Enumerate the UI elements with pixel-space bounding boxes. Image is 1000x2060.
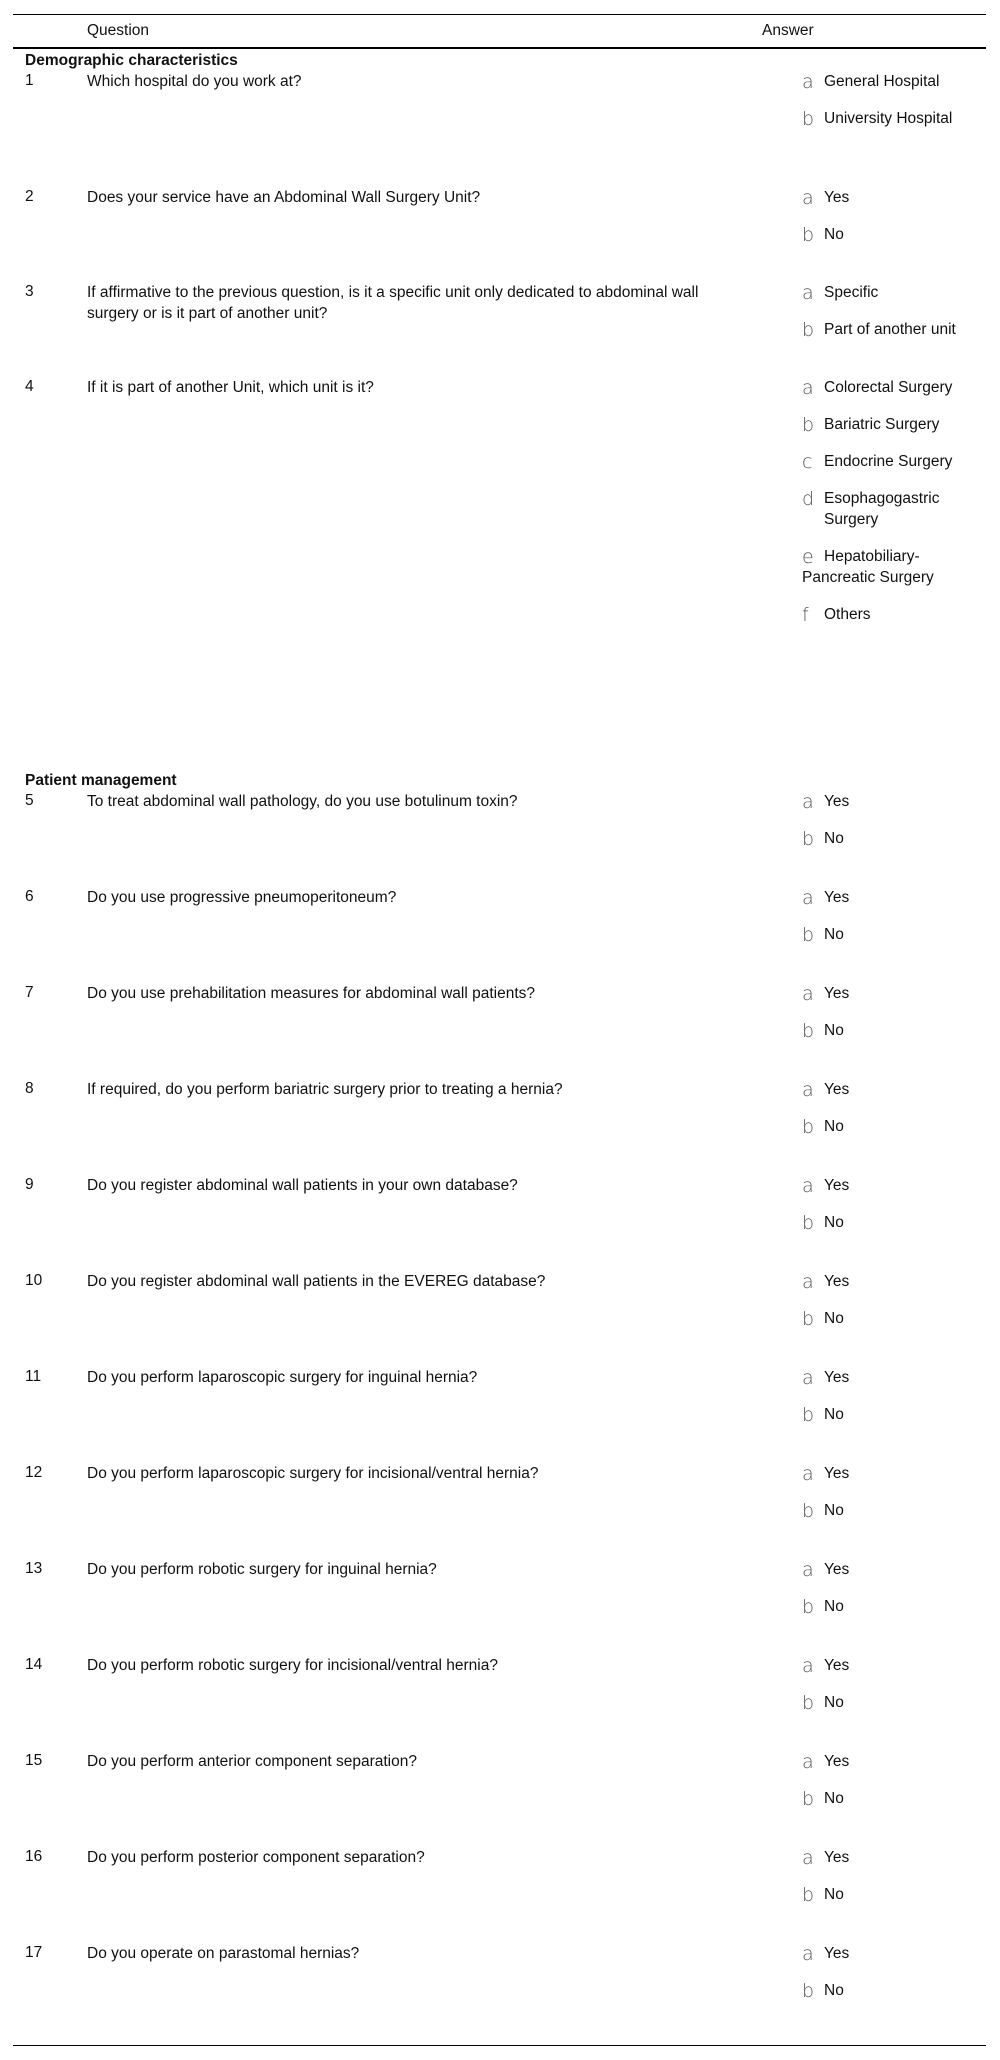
option-label: No: [824, 1598, 844, 1615]
question-number: 5: [25, 792, 34, 809]
option-label: Yes: [824, 1081, 850, 1098]
answer-options: [802, 1463, 972, 1537]
option-letter: a: [802, 983, 814, 1005]
answer-options: [802, 887, 972, 961]
option-letter: b: [802, 1308, 815, 1330]
answer-option: [802, 1116, 972, 1137]
option-label: No: [824, 226, 844, 243]
answer-option: [802, 887, 972, 908]
question-text: Do you perform laparoscopic surgery for incisional/ventral hernia?: [87, 1465, 539, 1482]
question-number: 6: [25, 888, 34, 905]
answer-option: [802, 983, 972, 1004]
option-label: Yes: [824, 889, 850, 906]
option-letter: b: [802, 1404, 815, 1426]
option-letter: a: [802, 1079, 814, 1101]
answer-options: [802, 1559, 972, 1633]
option-label: Yes: [824, 1465, 850, 1482]
answer-option: [802, 1559, 972, 1580]
answer-option: [802, 924, 972, 945]
option-label: Yes: [824, 1849, 850, 1866]
answer-option: [802, 1500, 972, 1521]
question-number: 13: [25, 1560, 43, 1577]
option-label: Yes: [824, 1657, 850, 1674]
answer-option: [802, 108, 972, 129]
answer-options: [802, 1943, 972, 2017]
option-label: Specific: [824, 284, 879, 301]
question-text: Do you use prehabilitation measures for abdominal wall patients?: [87, 985, 536, 1002]
question-number: 16: [25, 1848, 43, 1865]
question-text: Do you perform robotic surgery for inguinal hernia?: [87, 1561, 437, 1578]
option-label: Yes: [824, 985, 850, 1002]
option-label: Esophagogastric Surgery: [824, 490, 940, 528]
survey-table: [13, 14, 986, 2046]
question-text: Do you operate on parastomal hernias?: [87, 1945, 360, 1962]
option-label: No: [824, 1406, 844, 1423]
answer-option: [802, 319, 972, 340]
answer-option: [802, 1655, 972, 1676]
option-label: Yes: [824, 793, 850, 810]
answer-option: [802, 1980, 972, 2001]
option-letter: b: [802, 1500, 815, 1522]
option-label: Endocrine Surgery: [824, 453, 953, 470]
answer-option: [802, 1463, 972, 1484]
option-letter: a: [802, 71, 814, 93]
option-label: Yes: [824, 1369, 850, 1386]
option-label: Part of another unit: [824, 321, 956, 338]
question-text: Do you use progressive pneumoperitoneum?: [87, 889, 397, 906]
answer-options: [802, 71, 972, 145]
option-letter: b: [802, 1980, 815, 2002]
question-text: Do you register abdominal wall patients in the EVEREG database?: [87, 1273, 546, 1290]
answer-options: [802, 1079, 972, 1153]
question-number: 7: [25, 984, 34, 1001]
question-number: 10: [25, 1272, 43, 1289]
option-letter: a: [802, 1751, 814, 1773]
answer-option: [802, 1884, 972, 1905]
answer-option: [802, 546, 972, 588]
answer-option: [802, 791, 972, 812]
option-letter: e: [802, 546, 814, 568]
option-label: No: [824, 1982, 844, 1999]
option-letter: f: [802, 604, 809, 626]
question-text: Does your service have an Abdominal Wall Surgery Unit?: [87, 189, 481, 206]
answer-option: [802, 1847, 972, 1868]
answer-option: [802, 1175, 972, 1196]
answer-option: [802, 1020, 972, 1041]
question-text: Do you perform robotic surgery for incisional/ventral hernia?: [87, 1657, 498, 1674]
question-number: 12: [25, 1464, 43, 1481]
option-label: No: [824, 1790, 844, 1807]
option-letter: b: [802, 1884, 815, 1906]
question-number: 17: [25, 1944, 43, 1961]
option-letter: a: [802, 791, 814, 813]
option-label: General Hospital: [824, 73, 940, 90]
option-letter: b: [802, 1020, 815, 1042]
answer-options: [802, 1847, 972, 1921]
question-number: 8: [25, 1080, 34, 1097]
answer-option: [802, 1788, 972, 1809]
question-text: Which hospital do you work at?: [87, 73, 302, 90]
option-label: Hepatobiliary-Pancreatic Surgery: [802, 548, 934, 586]
answer-options: [802, 983, 972, 1057]
option-label: No: [824, 1022, 844, 1039]
question-number: 9: [25, 1176, 34, 1193]
option-letter: a: [802, 1559, 814, 1581]
question-number: 15: [25, 1752, 43, 1769]
section-heading: Patient management: [25, 772, 177, 789]
question-text: Do you perform laparoscopic surgery for inguinal hernia?: [87, 1369, 478, 1386]
answer-options: [802, 1175, 972, 1249]
option-label: Colorectal Surgery: [824, 379, 953, 396]
option-letter: a: [802, 377, 814, 399]
option-letter: b: [802, 319, 815, 341]
answer-options: [802, 282, 972, 356]
answer-options: [802, 1751, 972, 1825]
option-label: No: [824, 1118, 844, 1135]
question-text: If required, do you perform bariatric surgery prior to treating a hernia?: [87, 1081, 563, 1098]
answer-option: [802, 377, 972, 398]
answer-option: [802, 71, 972, 92]
question-column-header: Question: [87, 22, 150, 39]
question-number: 2: [25, 188, 34, 205]
section-heading: Demographic characteristics: [25, 52, 238, 69]
option-letter: b: [802, 1788, 815, 1810]
option-letter: d: [802, 488, 815, 510]
answer-options: [802, 1655, 972, 1729]
option-letter: b: [802, 414, 815, 436]
table-body: [13, 49, 986, 2039]
option-label: No: [824, 1886, 844, 1903]
answer-options: [802, 377, 972, 641]
answer-option: [802, 1751, 972, 1772]
option-label: Yes: [824, 189, 850, 206]
option-letter: b: [802, 1692, 815, 1714]
question-text: If it is part of another Unit, which unit is it?: [87, 379, 374, 396]
answer-option: [802, 282, 972, 303]
option-letter: b: [802, 828, 815, 850]
option-letter: a: [802, 187, 814, 209]
question-number: 3: [25, 283, 34, 300]
option-letter: a: [802, 1943, 814, 1965]
option-label: Yes: [824, 1561, 850, 1578]
answer-options: [802, 187, 972, 261]
question-text: Do you perform anterior component separation?: [87, 1753, 417, 1770]
option-letter: a: [802, 1271, 814, 1293]
answer-column-header: Answer: [762, 22, 814, 39]
answer-option: [802, 1271, 972, 1292]
option-letter: a: [802, 887, 814, 909]
option-letter: a: [802, 1847, 814, 1869]
option-label: Yes: [824, 1753, 850, 1770]
option-label: No: [824, 830, 844, 847]
question-number: 4: [25, 378, 34, 395]
question-text: Do you perform posterior component separation?: [87, 1849, 425, 1866]
option-letter: b: [802, 108, 815, 130]
answer-option: [802, 488, 972, 530]
answer-option: [802, 1079, 972, 1100]
option-label: Others: [824, 606, 871, 623]
option-label: Yes: [824, 1273, 850, 1290]
option-letter: b: [802, 1116, 815, 1138]
answer-option: [802, 451, 972, 472]
table-header: [13, 15, 986, 49]
question-text: Do you register abdominal wall patients in your own database?: [87, 1177, 518, 1194]
answer-option: [802, 1692, 972, 1713]
option-label: No: [824, 926, 844, 943]
option-letter: a: [802, 1175, 814, 1197]
question-text: If affirmative to the previous question, is it a specific unit only dedicated to abdominal wall surgery or is it part of another unit?: [87, 284, 699, 322]
option-letter: b: [802, 224, 815, 246]
answer-option: [802, 1943, 972, 1964]
answer-options: [802, 791, 972, 865]
answer-option: [802, 1308, 972, 1329]
option-letter: c: [802, 451, 813, 473]
question-number: 1: [25, 72, 34, 89]
answer-option: [802, 1596, 972, 1617]
option-label: University Hospital: [824, 110, 953, 127]
question-number: 11: [25, 1368, 42, 1385]
question-text: To treat abdominal wall pathology, do you use botulinum toxin?: [87, 793, 518, 810]
answer-option: [802, 187, 972, 208]
option-letter: b: [802, 1596, 815, 1618]
option-label: Bariatric Surgery: [824, 416, 940, 433]
option-label: No: [824, 1214, 844, 1231]
answer-option: [802, 1212, 972, 1233]
answer-option: [802, 414, 972, 435]
option-letter: a: [802, 1463, 814, 1485]
option-letter: b: [802, 1212, 815, 1234]
option-label: Yes: [824, 1945, 850, 1962]
answer-option: [802, 604, 972, 625]
answer-options: [802, 1367, 972, 1441]
option-label: Yes: [824, 1177, 850, 1194]
answer-options: [802, 1271, 972, 1345]
answer-option: [802, 224, 972, 245]
option-letter: b: [802, 924, 815, 946]
option-letter: a: [802, 1655, 814, 1677]
option-letter: a: [802, 282, 814, 304]
option-label: No: [824, 1502, 844, 1519]
option-label: No: [824, 1694, 844, 1711]
option-label: No: [824, 1310, 844, 1327]
answer-option: [802, 1367, 972, 1388]
answer-option: [802, 828, 972, 849]
question-number: 14: [25, 1656, 43, 1673]
answer-option: [802, 1404, 972, 1425]
option-letter: a: [802, 1367, 814, 1389]
